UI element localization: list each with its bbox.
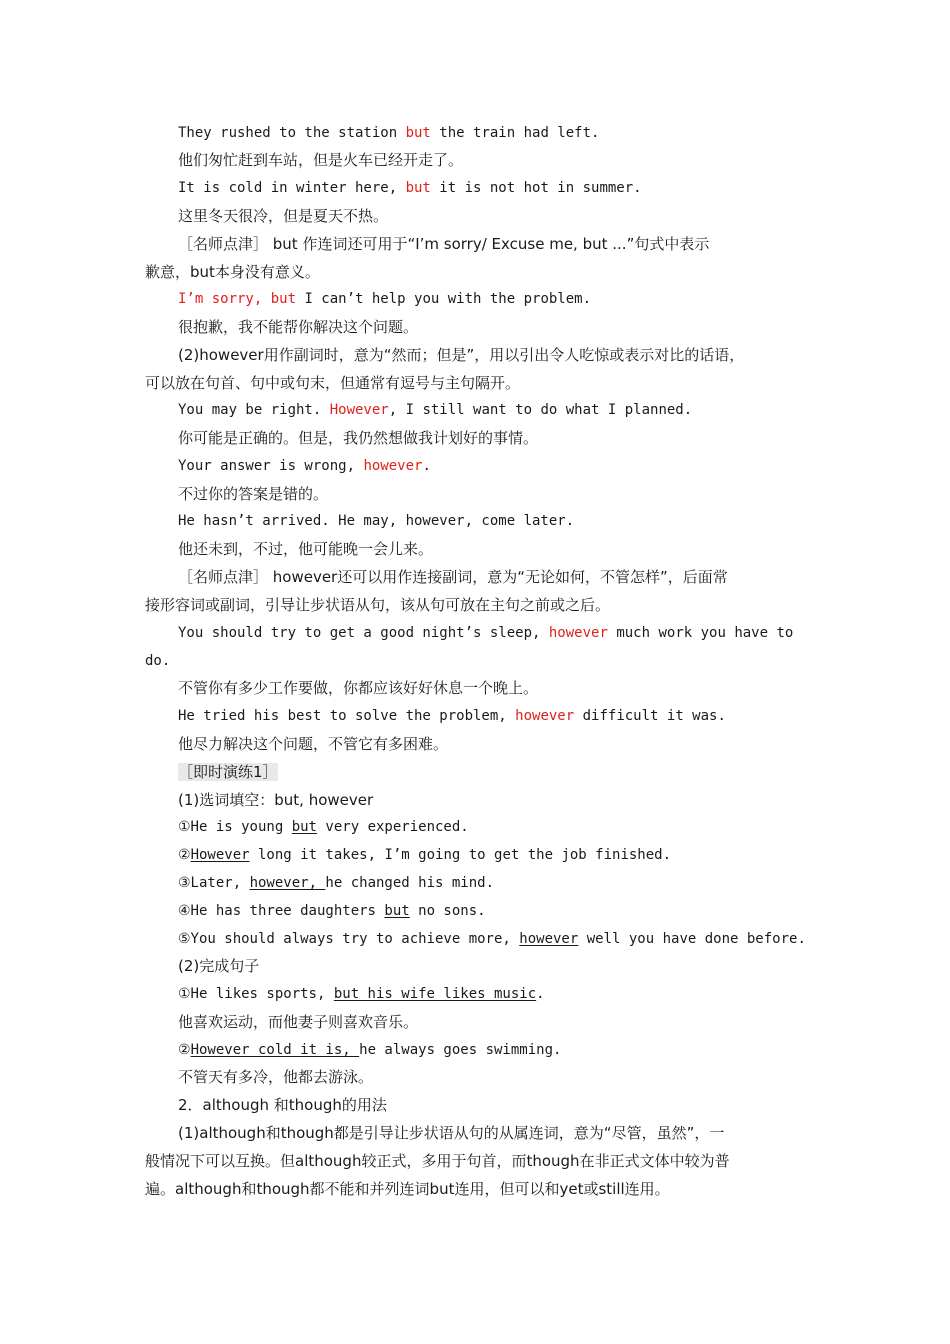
exercise-item: ①He is young but very experienced. (178, 819, 469, 835)
example-sentence: I’m sorry, but I can’t help you with the problem. (178, 291, 592, 307)
translation-line: 他喜欢运动，而他妻子则喜欢音乐。 (178, 1013, 419, 1031)
exercise-title: (1)选词填空：but, however (178, 791, 374, 809)
translation-line: 不过你的答案是错的。 (178, 485, 329, 503)
exercise-item: ①He likes sports, but his wife likes music. (178, 986, 545, 1002)
keyword-highlight: however (548, 625, 608, 641)
practice-heading: ［即时演练1］ (178, 763, 278, 781)
answer-blank: but (291, 819, 317, 835)
translation-line: 不管你有多少工作要做，你都应该好好休息一个晚上。 (178, 679, 539, 697)
translation-line: 他尽力解决这个问题，不管它有多困难。 (178, 735, 449, 753)
teacher-tip-continued: 歉意，but本身没有意义。 (145, 263, 320, 281)
exercise-item: ②However long it takes, I’m going to get the job finished. (178, 847, 672, 863)
keyword-highlight: However (329, 402, 389, 418)
example-sentence: He tried his best to solve the problem, however difficult it was. (178, 708, 726, 724)
teacher-tip-continued: 接形容词或副词，引导让步状语从句，该从句可放在主句之前或之后。 (145, 596, 611, 614)
answer-blank: but (384, 903, 410, 919)
keyword-highlight: I’m sorry, but (178, 291, 297, 307)
translation-line: 很抱歉，我不能帮你解决这个问题。 (178, 318, 419, 336)
teacher-tip: ［名师点津］ but 作连词还可用于“I’m sorry/ Excuse me, but ...”句式中表示 (178, 235, 710, 253)
translation-line: 他们匆忙赶到车站，但是火车已经开走了。 (178, 151, 464, 169)
translation-line: 这里冬天很冷，但是夏天不热。 (178, 207, 389, 225)
translation-line: 不管天有多冷，他都去游泳。 (178, 1068, 374, 1086)
exercise-item: ③Later, however, he changed his mind. (178, 875, 494, 891)
answer-blank: but his wife likes music (333, 986, 537, 1002)
example-sentence: Your answer is wrong, however. (178, 458, 431, 474)
keyword-highlight: however (363, 458, 423, 474)
example-sentence: He hasn’t arrived. He may, however, come later. (178, 513, 575, 529)
translation-line: 他还未到，不过，他可能晚一会儿来。 (178, 540, 434, 558)
answer-blank: However cold it is, (190, 1042, 360, 1058)
exercise-item: ⑤You should always try to achieve more, however well you have done before. (178, 931, 806, 947)
example-sentence: They rushed to the station but the train had left. (178, 125, 600, 141)
section-heading: 2．although 和though的用法 (178, 1096, 387, 1114)
keyword-highlight: however (515, 708, 575, 724)
exercise-item: ②However cold it is, he always goes swimming. (178, 1042, 562, 1058)
grammar-explanation: (2)however用作副词时，意为“然而；但是”，用以引出令人吃惊或表示对比的话语， (178, 346, 745, 364)
example-sentence: It is cold in winter here, but it is not hot in summer. (178, 180, 642, 196)
translation-line: 你可能是正确的。但是，我仍然想做我计划好的事情。 (178, 429, 539, 447)
answer-blank: however (519, 931, 579, 947)
example-sentence-continued: do. (145, 653, 171, 669)
keyword-highlight: but (405, 125, 431, 141)
exercise-item: ④He has three daughters but no sons. (178, 903, 486, 919)
example-sentence: You should try to get a good night’s sleep, however much work you have to (178, 625, 794, 641)
example-sentence: You may be right. However, I still want to do what I planned. (178, 402, 693, 418)
answer-blank: However (190, 847, 250, 863)
grammar-explanation: (1)although和though都是引导让步状语从句的从属连词，意为“尽管，虽然”，一 (178, 1124, 725, 1142)
keyword-highlight: but (405, 180, 431, 196)
teacher-tip: ［名师点津］ however还可以用作连接副词，意为“无论如何，不管怎样”，后面常 (178, 568, 728, 586)
exercise-title: (2)完成句子 (178, 957, 260, 975)
grammar-explanation-continued: 般情况下可以互换。但although较正式，多用于句首，而though在非正式文体中较为普 (145, 1152, 730, 1170)
answer-blank: however, (249, 875, 326, 891)
grammar-explanation-continued: 遍。although和though都不能和并列连词but连用，但可以和yet或still连用。 (145, 1180, 670, 1198)
grammar-explanation-continued: 可以放在句首、句中或句末，但通常有逗号与主句隔开。 (145, 374, 521, 392)
